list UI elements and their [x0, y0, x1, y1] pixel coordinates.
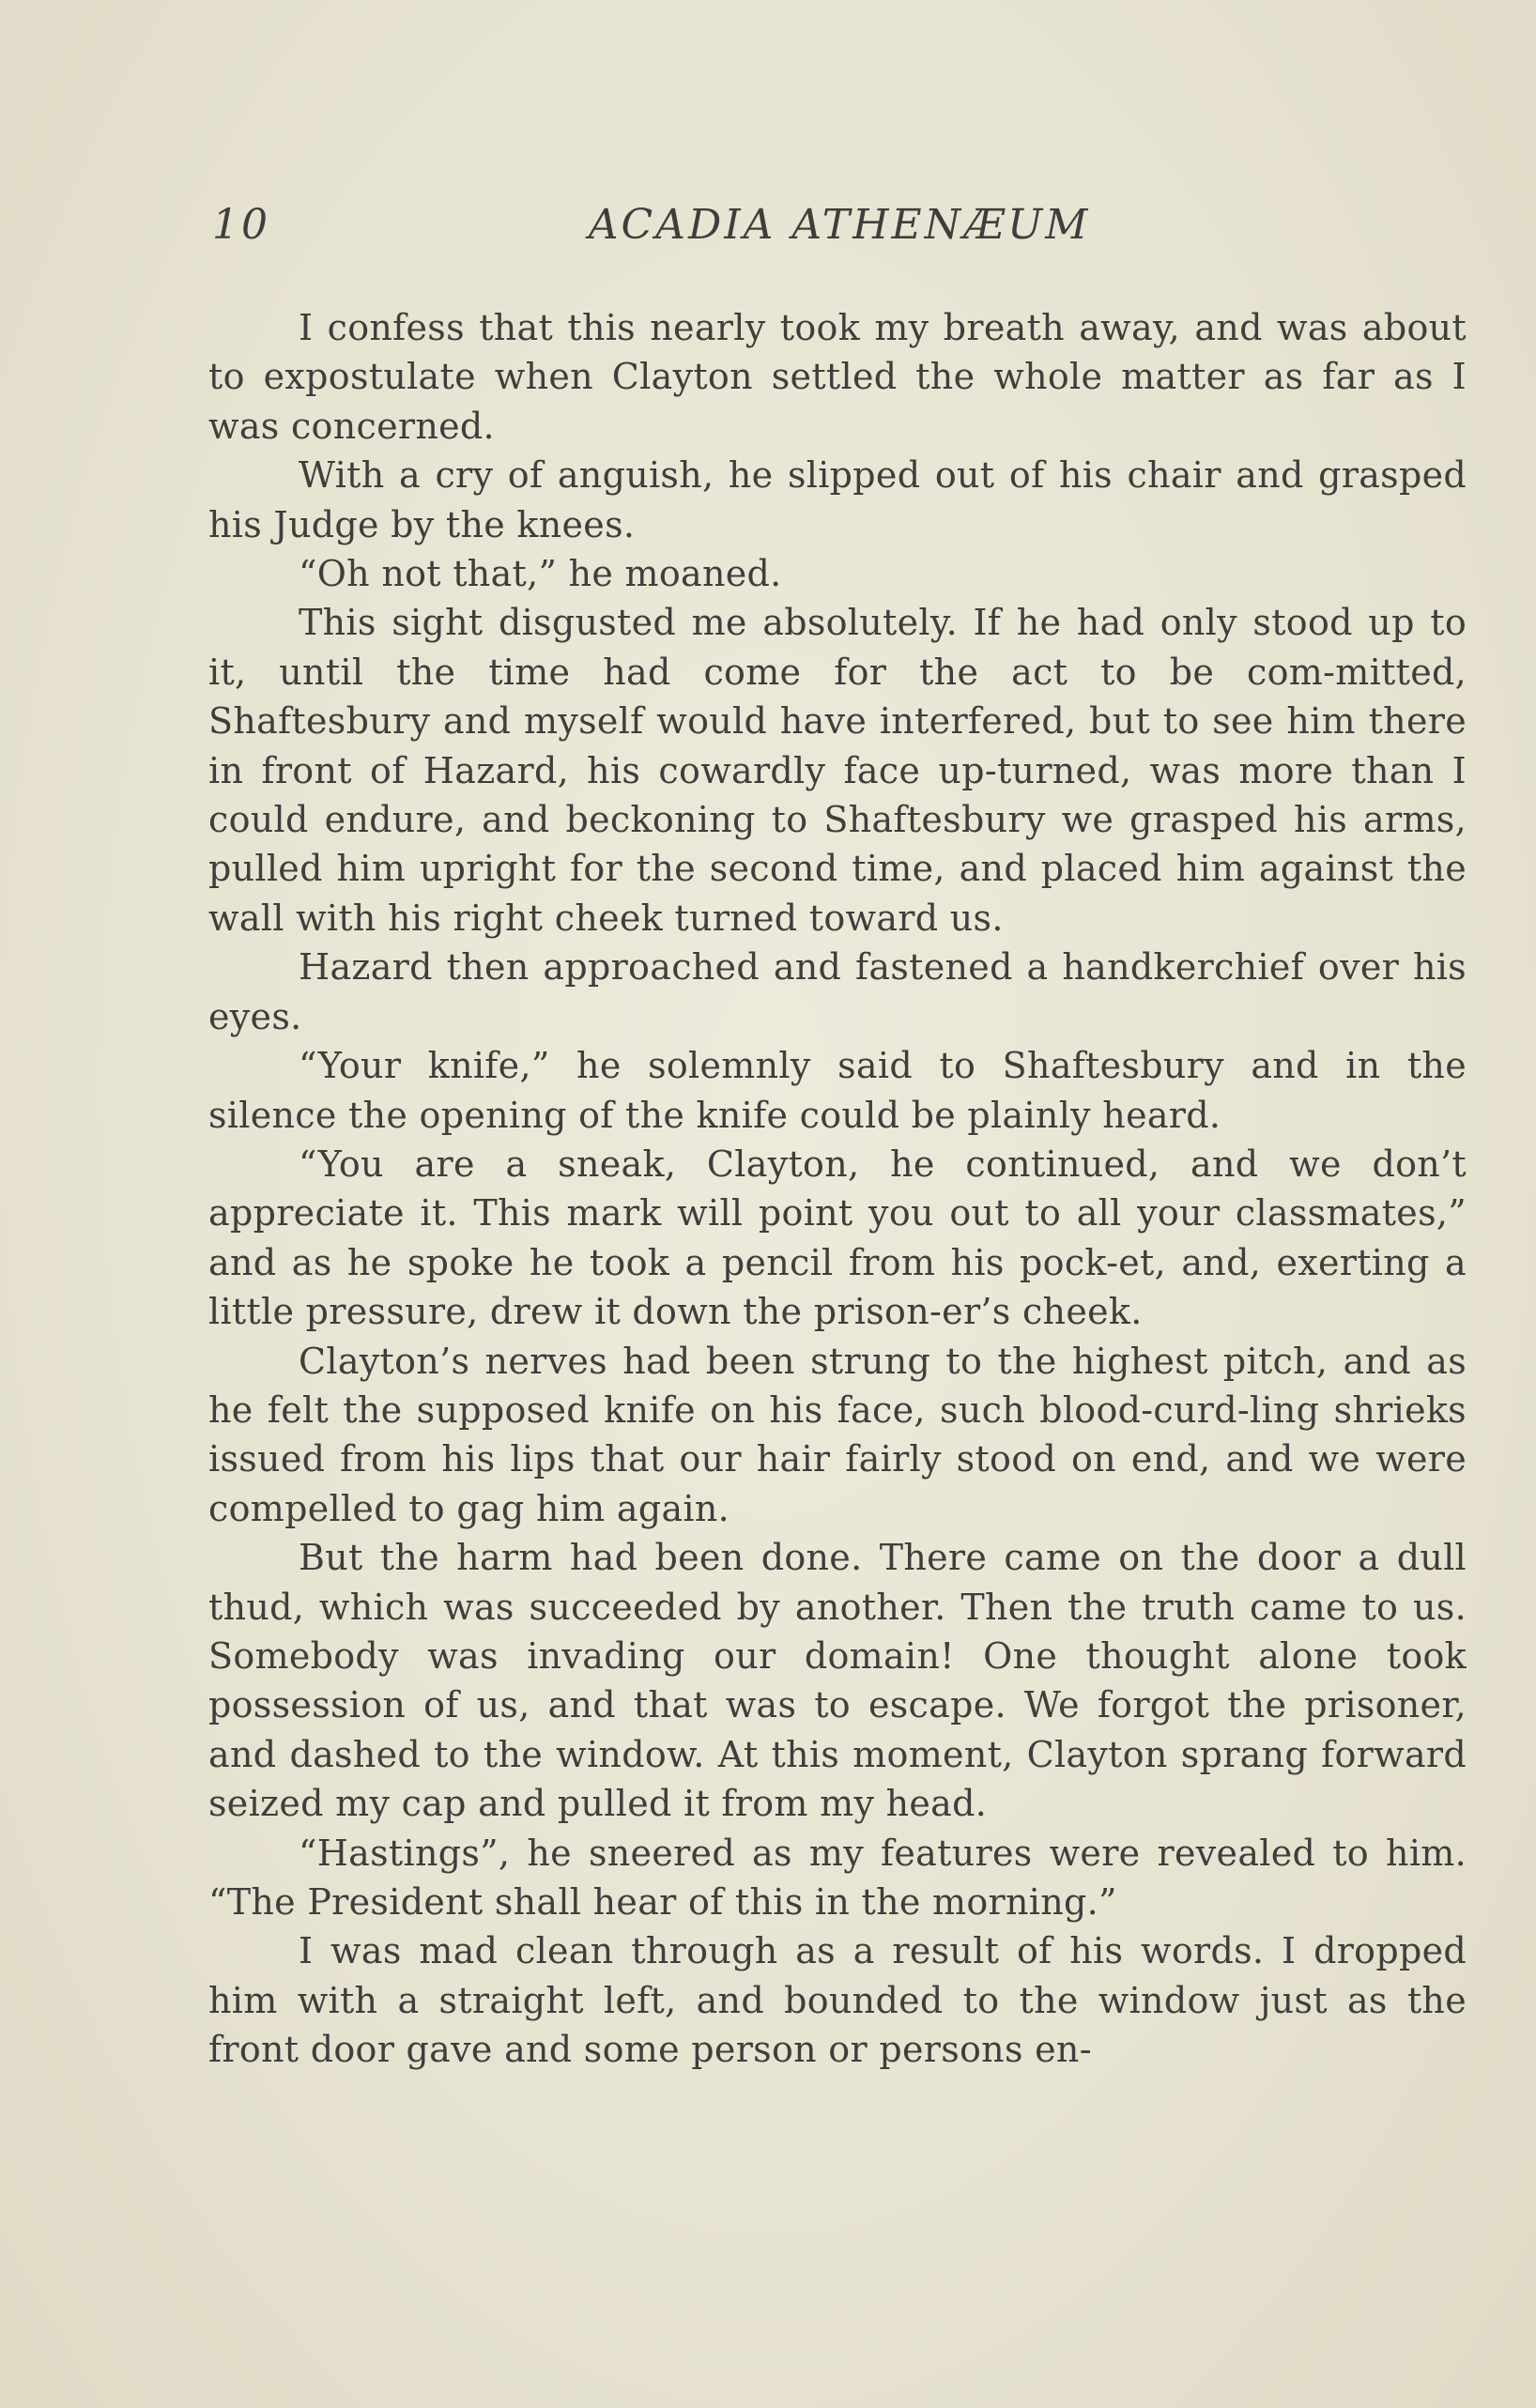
paragraph: “Oh not that,” he moaned.	[299, 553, 782, 595]
paragraph: With a cry of anguish, he slipped out of his chair and grasped his Judge by the knees.	[208, 454, 1467, 545]
paragraph: But the harm had been done. There came on the door a dull thud, which was succeeded by another. Then the truth came to us. Somebody was invading our domain! One thought alone took possession of us, and that was to escape. We forgot the prisoner, and dashed to the window. At this moment, Clayton sprang forward seized my cap and pulled it from my head.	[208, 1537, 1467, 1825]
paragraph: Clayton’s nerves had been strung to the highest pitch, and as he felt the supposed knife on his face, such blood-curd-ling shrieks issued from his lips that our hair fairly stood on end, and we were compelled to gag him again.	[208, 1340, 1467, 1529]
paragraph: Hazard then approached and fastened a handkerchief over his eyes.	[208, 946, 1467, 1037]
running-header	[212, 201, 1467, 257]
body-text	[208, 303, 1467, 2075]
paragraph: This sight disgusted me absolutely. If he had only stood up to it, until the time had come for the act to be com-mitted, Shaftesbury and myself would have interfered, but to see him there in front of Hazard, his cowardly face up-turned, was more than I could endure, and beckoning to Shaftesbury we grasped his arms, pulled him upright for the second time, and placed him against the wall with his right cheek turned toward us.	[208, 602, 1467, 939]
paragraph: I confess that this nearly took my breath away, and was about to expostulate when Clayton settled the whole matter as far as I was concerned.	[208, 307, 1467, 447]
page-number: 10	[212, 201, 270, 249]
paragraph: I was mad clean through as a result of his words. I dropped him with a straight left, and bounded to the window just as the front door gave and some person or persons en-	[208, 1930, 1467, 2071]
paragraph: “Hastings”, he sneered as my features were revealed to him. “The President shall hear of this in the morning.”	[208, 1832, 1467, 1923]
paragraph: “Your knife,” he solemnly said to Shaftesbury and in the silence the opening of the knife could be plainly heard.	[208, 1045, 1467, 1136]
paragraph: “You are a sneak, Clayton, he continued, and we don’t appreciate it. This mark will point you out to all your classmates,” and as he spoke he took a pencil from his pock-et, and, exerting a little pressure, drew it down the prison-er’s cheek.	[208, 1143, 1467, 1333]
running-title: ACADIA ATHENÆUM	[588, 201, 1091, 249]
